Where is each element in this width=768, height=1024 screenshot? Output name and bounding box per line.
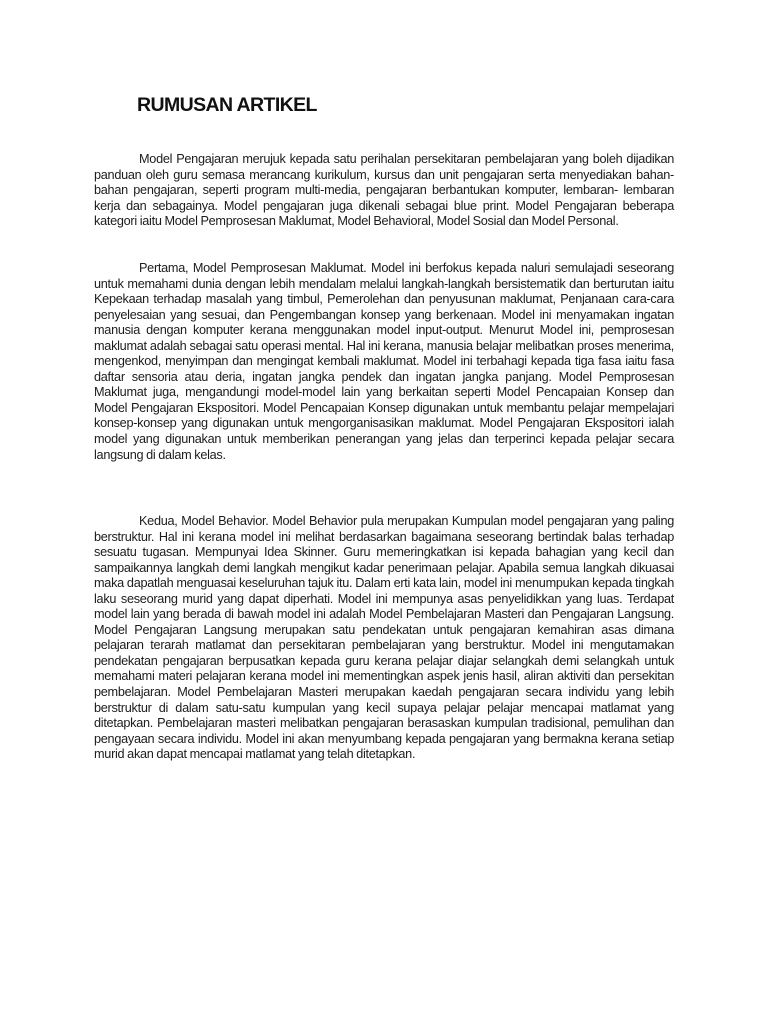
document-title: RUMUSAN ARTIKEL	[137, 94, 317, 116]
paragraph-intro: Model Pengajaran merujuk kepada satu perihalan persekitaran pembelajaran yang boleh dijadikan panduan oleh guru semasa merancang kurikulum, kursus dan unit pengajaran serta menyediakan bahan-bahan pengajaran, seperti program multi-media, pengajaran berbantukan komputer, lembaran- lembaran kerja dan sebagainya. Model pengajaran juga dikenali sebagai blue print. Model Pengajaran beberapa kategori iaitu Model Pemprosesan Maklumat, Model Behavioral, Model Sosial dan Model Personal.	[94, 152, 674, 229]
paragraph-pemprosesan-maklumat: Pertama, Model Pemprosesan Maklumat. Model ini berfokus kepada naluri semulajadi seseorang untuk memahami dunia dengan lebih mendalam melalui langkah-langkah bersistematik dan berturutan iaitu Kepekaan terhadap masalah yang timbul, Pemerolehan dan penyusunan maklumat, Penjanaan cara-cara penyelesaian yang sesuai, dan Pengembangan konsep yang berkenaan. Model ini menyamakan ingatan manusia dengan komputer kerana menggunakan model input-output. Menurut Model ini, pemprosesan maklumat adalah sebagai satu operasi mental. Hal ini kerana, manusia belajar melibatkan proses menerima, mengenkod, menyimpan dan mengingat kembali maklumat. Model ini terbahagi kepada tiga fasa iaitu fasa daftar sensoria atau deria, ingatan jangka pendek dan ingatan jangka panjang. Model Pemprosesan Maklumat juga, mengandungi model-model lain yang berkaitan seperti Model Pencapaian Konsep dan Model Pengajaran Ekspositori. Model Pencapaian Konsep digunakan untuk membantu pelajar mempelajari konsep-konsep yang digunakan untuk mengorganisasikan maklumat. Model Pengajaran Ekspositori ialah model yang digunakan untuk memberikan penerangan yang jelas dan terperinci kepada pelajar secara langsung di dalam kelas.	[94, 261, 674, 462]
paragraph-behavior: Kedua, Model Behavior. Model Behavior pula merupakan Kumpulan model pengajaran yang paling berstruktur. Hal ini kerana model ini melihat berdasarkan bagaimana seseorang bertindak balas terhadap sesuatu tugasan. Mempunyai Idea Skinner. Guru memeringkatkan isi kepada bahagian yang kecil dan sampaikannya langkah demi langkah mengikut kadar penerimaan pelajar. Apabila semua langkah dikuasai maka dapatlah menguasai keseluruhan tajuk itu. Dalam erti kata lain, model ini menumpukan kepada tingkah laku seseorang murid yang dapat diperhati. Model ini mempunya asas penyelidikkan yang luas. Terdapat model lain yang berada di bawah model ini adalah Model Pembelajaran Masteri dan Pengajaran Langsung. Model Pengajaran Langsung merupakan satu pendekatan untuk pengajaran kemahiran asas dimana pelajaran terarah matlamat dan persekitaran pembelajaran yang berstruktur. Model ini mengutamakan pendekatan pengajaran berpusatkan kepada guru kerana pelajar diajar selangkah demi selangkah untuk memahami materi pelajaran kerana model ini mementingkan aspek jenis hasil, aliran aktiviti dan persekitan pembelajaran. Model Pembelajaran Masteri merupakan kaedah pengajaran secara individu yang lebih berstruktur di dalam satu-satu kumpulan yang kecil supaya pelajar pelajar mencapai matlamat yang ditetapkan. Pembelajaran masteri melibatkan pengajaran berasaskan kumpulan tradisional, pemulihan dan pengayaan secara individu. Model ini akan menyumbang kepada pengajaran yang bermakna kerana setiap murid akan dapat mencapai matlamat yang telah ditetapkan.	[94, 514, 674, 762]
